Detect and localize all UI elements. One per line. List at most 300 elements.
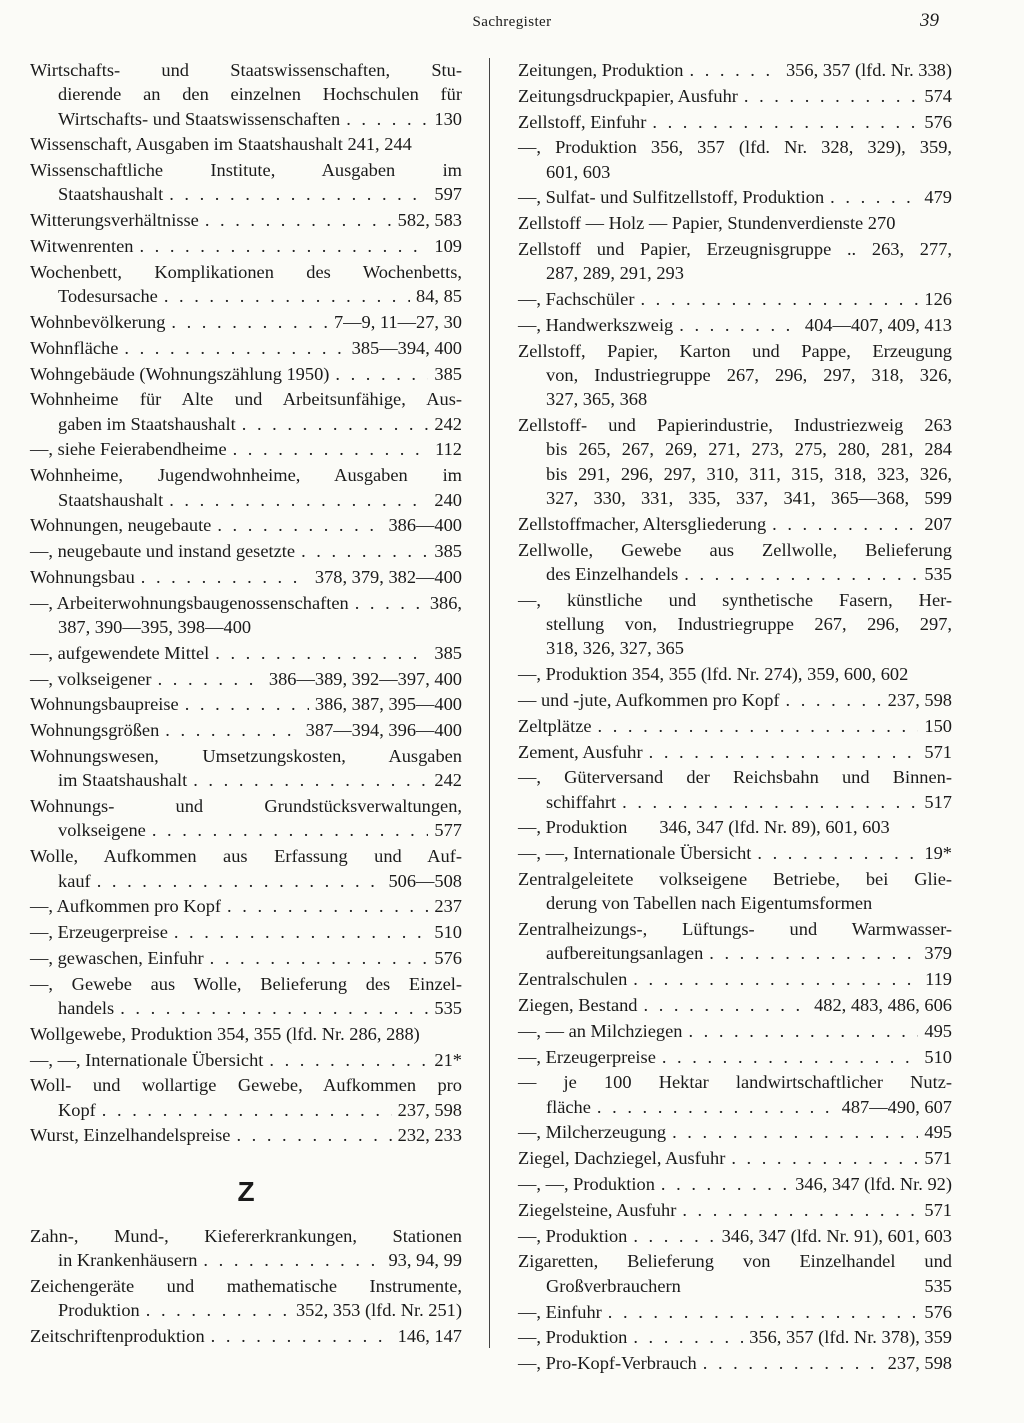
index-entry-line <box>30 692 462 716</box>
dot-leader <box>174 920 429 944</box>
dot-leader <box>709 941 918 965</box>
entry-text: 387, 390—395, 398—400 <box>58 617 252 638</box>
entry-text: —, Gewebe aus Wolle, Belieferung des Einzel- <box>30 973 462 994</box>
dot-leader <box>171 310 328 334</box>
index-entry <box>518 538 952 587</box>
index-entry <box>30 1274 462 1323</box>
dot-leader <box>684 562 918 586</box>
index-entry-line <box>518 287 952 311</box>
index-entry-line <box>518 867 952 891</box>
page-reference: 482, 483, 486, 606 <box>814 994 952 1015</box>
page-reference: 378, 379, 382—400 <box>314 566 462 587</box>
index-entry-line <box>30 920 462 944</box>
page-reference: 495 <box>924 1020 952 1041</box>
page-reference: 386—389, 392—397, 400 <box>268 668 462 689</box>
dot-leader <box>236 1123 391 1147</box>
index-entry-line <box>518 462 952 486</box>
entry-text: Produktion <box>58 1300 140 1321</box>
index-entry <box>518 688 952 712</box>
index-entry-line <box>30 182 462 206</box>
index-entry <box>30 1048 462 1072</box>
index-entry-line <box>518 562 952 586</box>
page-reference: 126 <box>924 289 952 310</box>
index-entry-line <box>518 1198 952 1222</box>
index-entry <box>518 917 952 966</box>
entry-text: —, Produktion 356, 357 (lfd. Nr. 328, 329), 359, <box>518 137 952 158</box>
entry-text: Witterungsverhältnisse <box>30 210 199 231</box>
dot-leader <box>355 591 424 615</box>
index-entry <box>518 1300 952 1324</box>
entry-text: Wolle, Aufkommen aus Erfassung und Auf- <box>30 846 462 867</box>
index-entry <box>518 841 952 865</box>
index-entry <box>518 993 952 1017</box>
entry-text: — und -jute, Aufkommen pro Kopf <box>518 689 780 710</box>
index-entry-line <box>518 313 952 337</box>
index-entry <box>518 1172 952 1196</box>
dot-leader <box>301 539 428 563</box>
index-entry-line <box>518 339 952 363</box>
page-reference: 146, 147 <box>397 1325 462 1346</box>
index-entry-line <box>30 437 462 461</box>
page-reference: 535 <box>924 563 952 584</box>
page-reference: 535 <box>924 1275 952 1296</box>
index-entry <box>30 234 462 258</box>
page-number: 39 <box>920 10 939 31</box>
index-entry-line <box>518 110 952 134</box>
page-reference: 346, 347 (lfd. Nr. 89), 601, 603 <box>659 817 890 838</box>
index-entry <box>518 185 952 209</box>
entry-text: Wollgewebe, Produktion 354, 355 (lfd. Nr. 286, 288) <box>30 1023 420 1044</box>
entry-text: —, volkseigener <box>30 668 152 689</box>
page-reference: 386, <box>429 592 462 613</box>
entry-text: Wohnungs- und Grundstücksverwaltungen, <box>30 796 462 817</box>
entry-text: Wohnungsbaupreise <box>30 694 179 715</box>
page-reference: 93, 94, 99 <box>388 1250 462 1271</box>
index-entry-line <box>30 1098 462 1122</box>
index-entry-line <box>518 967 952 991</box>
entry-text: —, aufgewendete Mittel <box>30 642 210 663</box>
dot-leader <box>102 1098 392 1122</box>
entry-text: Zentralgeleitete volkseigene Betriebe, bei Glie- <box>518 869 952 889</box>
index-column-left <box>30 58 462 1350</box>
index-entry <box>30 946 462 970</box>
dot-leader <box>661 1172 789 1196</box>
entry-text: in Krankenhäusern <box>58 1250 198 1271</box>
index-entry <box>518 1351 952 1375</box>
entry-text: Zellstoff- und Papierindustrie, Industriezweig 263 <box>518 415 952 436</box>
index-entry-line <box>518 636 952 660</box>
entry-text: Ziegel, Dachziegel, Ausfuhr <box>518 1148 726 1169</box>
index-entry-line <box>30 1274 462 1298</box>
entries-z <box>30 1224 462 1348</box>
index-entry <box>30 794 462 843</box>
dot-leader <box>682 1198 918 1222</box>
dot-leader <box>597 1095 836 1119</box>
dot-leader <box>608 1300 919 1324</box>
index-entry <box>30 336 462 360</box>
index-entry <box>518 867 952 916</box>
entry-text: volkseigene <box>58 820 146 841</box>
entry-text: 327, 365, 368 <box>546 389 648 410</box>
index-entry-line <box>30 336 462 360</box>
index-entry-line <box>518 993 952 1017</box>
entry-text: Zellstoff, Papier, Karton und Pappe, Erzeugung <box>518 340 952 361</box>
index-entry-line <box>30 488 462 512</box>
index-entry-line <box>30 565 462 589</box>
page-reference: 119 <box>925 969 952 990</box>
index-entry-line <box>518 1300 952 1324</box>
index-entry <box>30 844 462 893</box>
index-entry-line <box>30 513 462 537</box>
index-entry <box>518 967 952 991</box>
index-entry-line <box>518 486 952 510</box>
index-entry-line <box>518 1070 952 1094</box>
entry-text: stellung von, Industriegruppe 267, 296, 297, <box>546 614 952 635</box>
index-entry-line <box>30 158 462 182</box>
dot-leader <box>644 993 809 1017</box>
dot-leader <box>649 740 919 764</box>
entry-text: Witwenrenten <box>30 236 134 257</box>
page-reference: 517 <box>924 791 952 812</box>
page-reference: 242 <box>434 413 462 434</box>
index-entry <box>30 1123 462 1147</box>
index-entry-line <box>518 185 952 209</box>
column-divider <box>489 58 490 1348</box>
entry-text: —, neugebaute und instand gesetzte <box>30 541 296 562</box>
page-reference: 84, 85 <box>416 286 462 307</box>
page-reference: 576 <box>924 1301 952 1322</box>
page-reference: 576 <box>434 947 462 968</box>
dot-leader <box>335 362 428 386</box>
page-reference: 19* <box>924 843 952 864</box>
index-entry-line <box>518 714 952 738</box>
entry-text: Staatshaushalt <box>58 184 164 205</box>
entry-text: 318, 326, 327, 365 <box>546 638 684 659</box>
dot-leader <box>744 84 919 108</box>
index-entry <box>30 208 462 232</box>
index-entry-line <box>30 107 462 131</box>
entry-text: Großverbrauchern <box>546 1275 681 1296</box>
index-entry-line <box>518 588 952 612</box>
dot-leader <box>242 412 429 436</box>
entry-text: —, Erzeugerpreise <box>30 922 168 943</box>
dot-leader <box>215 641 428 665</box>
dot-leader <box>211 1324 392 1348</box>
entry-text: —, Handwerkszweig <box>518 314 674 335</box>
index-entry-line <box>518 891 952 915</box>
index-entry <box>518 714 952 738</box>
entry-text: handels <box>58 997 115 1018</box>
page-reference: 404—407, 409, 413 <box>804 314 952 335</box>
entry-text: — je 100 Hektar landwirtschaftlicher Nutz- <box>518 1072 952 1093</box>
entry-text: schiffahrt <box>546 791 617 812</box>
entry-text: —, siehe Feierabendheime <box>30 439 227 460</box>
page-reference: 385 <box>434 642 462 663</box>
entry-text: —, Produktion 354, 355 (lfd. Nr. 274), 359, 600, 602 <box>518 664 909 685</box>
dot-leader <box>598 714 919 738</box>
entry-text: bis 291, 296, 297, 310, 311, 315, 318, 323, 326, <box>546 463 952 484</box>
index-entry <box>30 58 462 131</box>
index-entry-line <box>518 1045 952 1069</box>
index-entry <box>30 972 462 1021</box>
index-entry-line <box>30 996 462 1020</box>
index-entry <box>30 513 462 537</box>
page-reference: 487—490, 607 <box>841 1096 952 1117</box>
index-entry <box>30 920 462 944</box>
index-entry <box>518 815 952 839</box>
index-entry-line <box>518 1249 952 1273</box>
entry-text: —, Fachschüler <box>518 289 635 310</box>
entry-text: —, Güterversand der Reichsbahn und Binnen- <box>518 767 952 788</box>
index-entry-line <box>30 1073 462 1097</box>
index-entry <box>518 1325 952 1349</box>
page-reference: 130 <box>434 108 462 129</box>
page-reference: 7—9, 11—27, 30 <box>333 311 462 332</box>
index-entry-line <box>518 512 952 536</box>
entry-text: Zement, Ausfuhr <box>518 741 643 762</box>
index-entry <box>30 310 462 334</box>
index-entry-line <box>30 718 462 742</box>
index-entry-line <box>518 815 952 839</box>
dot-leader <box>169 182 428 206</box>
page-reference: 150 <box>924 715 952 736</box>
index-entry-line <box>30 1022 462 1046</box>
section-letter: Z <box>237 1175 255 1207</box>
index-entry-line <box>30 58 462 82</box>
dot-leader <box>703 1351 882 1375</box>
entry-text: 601, 603 <box>546 161 611 182</box>
entry-text: kauf <box>58 870 91 891</box>
index-entry-line <box>518 237 952 261</box>
entry-text: Todesursache <box>58 286 158 307</box>
index-entry-line <box>30 310 462 334</box>
page-reference: 385 <box>434 541 462 562</box>
entries-z-continued <box>518 58 952 1375</box>
dot-leader <box>158 667 263 691</box>
index-entry-line <box>30 1248 462 1272</box>
index-entry <box>30 692 462 716</box>
page-reference: 582, 583 <box>397 210 462 231</box>
index-entry <box>518 740 952 764</box>
index-entry <box>518 84 952 108</box>
entry-text: aufbereitungsanlagen <box>546 943 704 964</box>
entry-text: Wohnheime für Alte und Arbeitsunfähige, Aus- <box>30 389 462 410</box>
entry-text: von, Industriegruppe 267, 296, 297, 318, 326, <box>546 365 952 386</box>
index-entry <box>30 667 462 691</box>
dot-leader <box>633 967 919 991</box>
page-reference: 479 <box>924 187 952 208</box>
index-entry-line <box>518 688 952 712</box>
dot-leader <box>633 1325 743 1349</box>
index-entry-line <box>518 1274 952 1298</box>
page-reference: 356, 357 (lfd. Nr. 338) <box>785 60 952 80</box>
entry-text: Woll- und wollartige Gewebe, Aufkommen pro <box>30 1075 462 1096</box>
page-reference: 597 <box>434 184 462 205</box>
entries-w <box>30 58 462 1148</box>
running-head: Sachregister <box>472 14 552 30</box>
entry-text: —, —, Internationale Übersicht <box>30 1049 264 1070</box>
dot-leader <box>210 946 429 970</box>
dot-leader <box>203 1248 382 1272</box>
dot-leader <box>227 894 428 918</box>
index-entry-line <box>518 261 952 285</box>
entry-text: —, gewaschen, Einfuhr <box>30 947 204 968</box>
entry-text: —, Produktion <box>518 1225 628 1246</box>
dot-leader <box>205 208 392 232</box>
index-entry-line <box>30 894 462 918</box>
page-reference: 207 <box>924 513 952 534</box>
entry-text: Zeitschriftenproduktion <box>30 1325 205 1346</box>
page-reference: 510 <box>434 922 462 943</box>
index-entry-line <box>30 641 462 665</box>
index-entry <box>30 132 462 156</box>
index-entry-line <box>30 387 462 411</box>
index-entry-line <box>30 82 462 106</box>
index-entry-line <box>518 160 952 184</box>
index-entry-line <box>30 1298 462 1322</box>
index-entry-line <box>518 387 952 411</box>
dot-leader <box>786 688 882 712</box>
index-entry <box>518 1224 952 1248</box>
entry-text: Wohnheime, Jugendwohnheime, Ausgaben im <box>30 465 462 486</box>
dot-leader <box>757 841 918 865</box>
dot-leader <box>679 313 799 337</box>
index-entry-line <box>30 768 462 792</box>
index-entry-line <box>30 234 462 258</box>
index-entry-line <box>30 744 462 768</box>
index-entry <box>30 1073 462 1122</box>
page-reference: 356, 357 (lfd. Nr. 378), 359 <box>749 1327 952 1348</box>
entry-text: —, Produktion <box>518 817 628 838</box>
entry-text: —, Einfuhr <box>518 1301 602 1322</box>
page-reference: 237 <box>434 896 462 917</box>
entry-text: Wohnungswesen, Umsetzungskosten, Ausgaben <box>30 746 462 767</box>
page-reference: 574 <box>924 85 952 106</box>
page-reference: 242 <box>434 770 462 791</box>
index-entry <box>518 58 952 82</box>
entry-text: Wohnungsgrößen <box>30 720 160 741</box>
index-entry-line <box>30 463 462 487</box>
dot-leader <box>346 107 428 131</box>
page-reference: 21* <box>434 1049 462 1070</box>
entry-text: gaben im Staatshaushalt <box>58 413 236 434</box>
index-entry-line <box>518 58 952 82</box>
dot-leader <box>633 1224 715 1248</box>
index-entry <box>30 1224 462 1273</box>
entry-text: Wochenbett, Komplikationen des Wochenbetts, <box>30 261 462 282</box>
index-entry-line <box>518 790 952 814</box>
index-entry-line <box>30 869 462 893</box>
index-entry-line <box>518 1325 952 1349</box>
index-entry-line <box>518 538 952 562</box>
entry-text: —, Milcherzeugung <box>518 1122 667 1143</box>
entry-text: Wissenschaft, Ausgaben im Staatshaushalt 241, 244 <box>30 134 412 155</box>
entry-text: —, —, Produktion <box>518 1174 655 1195</box>
index-entry <box>518 765 952 814</box>
index-entry <box>30 894 462 918</box>
index-entry <box>518 313 952 337</box>
index-entry-line <box>518 84 952 108</box>
entry-text: Staatshaushalt <box>58 489 164 510</box>
entry-text: Kopf <box>58 1099 96 1120</box>
index-entry-line <box>30 615 462 639</box>
page-reference: 387—394, 396—400 <box>305 720 462 741</box>
entry-text: Zahn-, Mund-, Kiefererkrankungen, Stationen <box>30 1225 462 1246</box>
index-entry <box>518 1019 952 1043</box>
entry-text: —, Produktion <box>518 1327 628 1348</box>
page-reference: 571 <box>924 1148 952 1169</box>
page-reference: 352, 353 (lfd. Nr. 251) <box>295 1300 462 1321</box>
dot-leader <box>152 818 429 842</box>
dot-leader <box>169 488 428 512</box>
page-reference: 571 <box>924 741 952 762</box>
entry-text: Zellstoff, Einfuhr <box>518 111 647 132</box>
page-reference: 535 <box>434 997 462 1018</box>
index-entry-line <box>518 662 952 686</box>
index-entry <box>518 339 952 412</box>
index-entry-line <box>518 1172 952 1196</box>
index-entry-line <box>518 1224 952 1248</box>
entry-text: Zeichengeräte und mathematische Instrumente, <box>30 1275 462 1296</box>
entry-text: bis 265, 267, 269, 271, 273, 275, 280, 281, 284 <box>546 439 952 460</box>
entry-text: Ziegelsteine, Ausfuhr <box>518 1199 677 1220</box>
index-entry-line <box>30 1224 462 1248</box>
index-entry-line <box>30 284 462 308</box>
index-entry-line <box>30 972 462 996</box>
index-entry-line <box>518 941 952 965</box>
entry-text: fläche <box>546 1096 591 1117</box>
entry-text: Zellstoffmacher, Altersgliederung <box>518 513 767 534</box>
index-entry <box>30 437 462 461</box>
dot-leader <box>772 512 918 536</box>
entry-text: —, Sulfat- und Sulfitzellstoff, Produktion <box>518 187 825 208</box>
entry-text: Zellstoff und Papier, Erzeugnisgruppe .. 263, 277, <box>518 239 952 260</box>
index-entry-line <box>518 1019 952 1043</box>
dot-leader <box>233 437 429 461</box>
index-entry <box>30 744 462 793</box>
index-entry <box>518 135 952 184</box>
entry-text: Zentralheizungs-, Lüftungs- und Warmwasser- <box>518 919 952 940</box>
dot-leader <box>652 110 918 134</box>
entry-text: Wohnfläche <box>30 337 119 358</box>
entry-text: Wirtschafts- und Staatswissenschaften <box>58 108 341 129</box>
index-entry-line <box>30 844 462 868</box>
index-entry-line <box>30 818 462 842</box>
entry-text: dierende an den einzelnen Hochschulen für <box>58 84 462 105</box>
dot-leader <box>690 58 780 82</box>
dot-leader <box>688 1019 918 1043</box>
page-reference: 386, 387, 395—400 <box>314 694 462 715</box>
dot-leader <box>165 718 299 742</box>
index-entry-line <box>518 437 952 461</box>
index-entry-line <box>30 132 462 156</box>
dot-leader <box>185 692 309 716</box>
index-entry <box>518 211 952 235</box>
entry-text: Zeitungen, Produktion <box>518 60 684 80</box>
entry-text: im Staatshaushalt <box>58 770 188 791</box>
entry-text: Wohnungen, neugebaute <box>30 515 212 536</box>
page-reference: 109 <box>434 236 462 257</box>
index-entry <box>518 237 952 286</box>
index-entry-line <box>518 740 952 764</box>
index-entry <box>30 387 462 436</box>
index-entry-line <box>30 946 462 970</box>
index-entry <box>30 641 462 665</box>
entry-text: Wirtschafts- und Staatswissenschaften, Stu- <box>30 60 462 80</box>
entry-text: Wissenschaftliche Institute, Ausgaben im <box>30 160 462 181</box>
index-entry <box>30 591 462 640</box>
page-reference: 576 <box>924 111 952 132</box>
